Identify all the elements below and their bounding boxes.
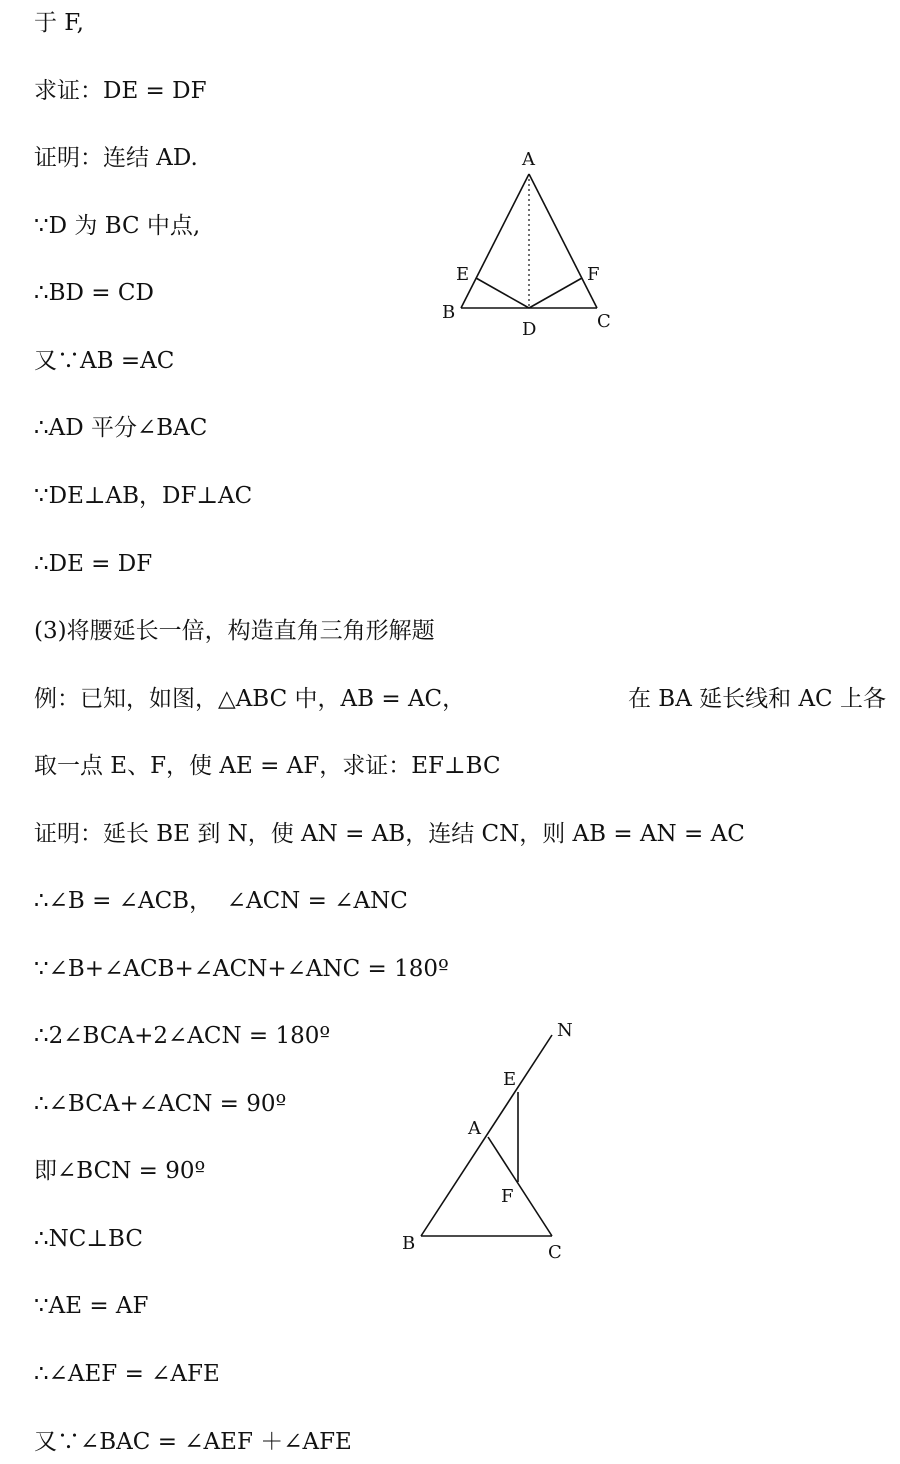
proof2-line-5: ∴∠BCA+∠ACN = 90º bbox=[34, 1091, 287, 1117]
proof2-line-6: 即∠BCN = 90º bbox=[34, 1158, 206, 1184]
proof2-line-4: ∴2∠BCA+2∠ACN = 180º bbox=[34, 1023, 331, 1049]
label-a: A bbox=[522, 149, 535, 170]
proof2-line-1: 证明：延长 BE 到 N，使 AN = AB，连结 CN，则 AB = AN = AC bbox=[34, 821, 745, 847]
segment-de bbox=[476, 278, 529, 308]
proof-line-5: ∴BD = CD bbox=[34, 280, 154, 306]
proof2-line-10: 又∵∠BAC = ∠AEF ＋∠AFE bbox=[34, 1429, 352, 1455]
label-d: D bbox=[522, 319, 537, 340]
label-e: E bbox=[503, 1069, 517, 1090]
proof-line-8: ∵DE⊥AB，DF⊥AC bbox=[34, 483, 253, 509]
proof-line-9: ∴DE = DF bbox=[34, 551, 153, 577]
section-heading: (3)将腰延长一倍，构造直角三角形解题 bbox=[34, 618, 435, 644]
example-line-1: 例：已知，如图，△ABC 中，AB = AC， bbox=[34, 686, 466, 712]
label-b: B bbox=[402, 1233, 416, 1254]
triangle-figure-2 bbox=[395, 1010, 595, 1270]
example-line-2: 取一点 E、F，使 AE = AF，求证：EF⊥BC bbox=[34, 753, 501, 779]
proof-line-2: 求证：DE = DF bbox=[34, 78, 207, 104]
label-n: N bbox=[557, 1020, 573, 1041]
segment-df bbox=[529, 278, 582, 308]
side-ac bbox=[488, 1137, 552, 1236]
proof2-line-7: ∴NC⊥BC bbox=[34, 1226, 143, 1252]
proof-line-4: ∵D 为 BC 中点, bbox=[34, 213, 201, 239]
proof-line-7: ∴AD 平分∠BAC bbox=[34, 415, 208, 441]
label-c: C bbox=[548, 1242, 562, 1263]
proof-line-3: 证明：连结 AD. bbox=[34, 145, 198, 171]
label-a: A bbox=[468, 1118, 481, 1139]
proof2-line-3: ∵∠B+∠ACB+∠ACN+∠ANC = 180º bbox=[34, 956, 449, 982]
proof2-line-9: ∴∠AEF = ∠AFE bbox=[34, 1361, 220, 1387]
label-c: C bbox=[597, 311, 611, 332]
label-f: F bbox=[587, 264, 600, 285]
triangle-figure-1 bbox=[430, 140, 630, 350]
proof-line-6: 又∵AB =AC bbox=[34, 348, 175, 374]
proof2-line-8: ∵AE = AF bbox=[34, 1293, 149, 1319]
label-b: B bbox=[442, 302, 456, 323]
proof2-line-2: ∴∠B = ∠ACB， ∠ACN = ∠ANC bbox=[34, 888, 408, 914]
example-line-1-continuation: 在 BA 延长线和 AC 上各 bbox=[628, 686, 886, 712]
label-f: F bbox=[501, 1186, 514, 1207]
label-e: E bbox=[456, 264, 470, 285]
proof-line-1: 于 F, bbox=[34, 10, 84, 36]
